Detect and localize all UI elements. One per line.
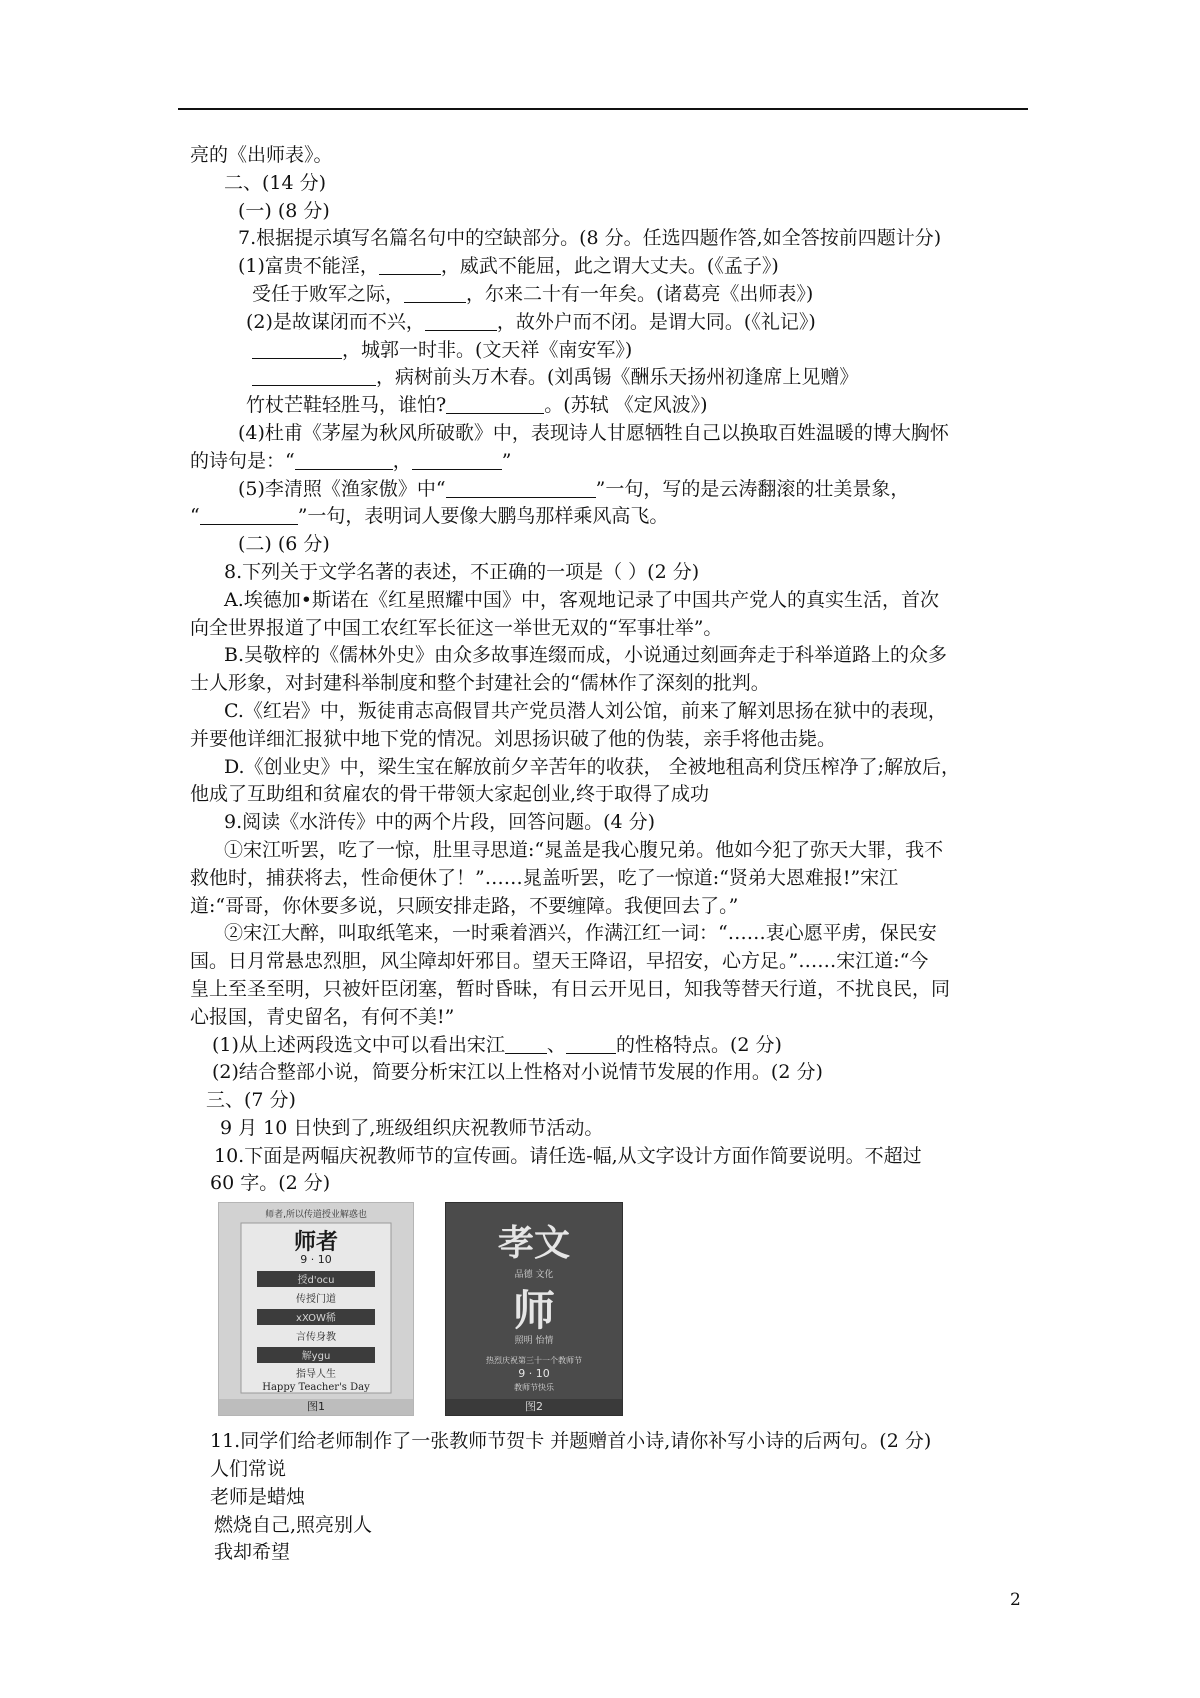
text-segment: A.埃德加•斯诺在《红星照耀中国》中，客观地记录了中国共产党人的真实生活，首次 bbox=[224, 588, 939, 611]
poster-figure-1 bbox=[218, 1202, 414, 1416]
poster-1-bar-label: 言传身教 bbox=[296, 1332, 336, 1344]
text-segment: 老师是蜡烛 bbox=[210, 1485, 306, 1508]
page-content bbox=[190, 142, 1030, 1567]
poster-figures bbox=[190, 1202, 1030, 1428]
answer-blank bbox=[505, 1035, 547, 1054]
text-line bbox=[190, 1004, 1030, 1032]
text-line bbox=[190, 837, 1030, 865]
answer-blank bbox=[252, 340, 342, 359]
text-segment: 11.同学们给老师制作了一张教师节贺卡 并题赠首小诗,请你补写小诗的后两句。(2 分) bbox=[210, 1430, 932, 1453]
text-segment: 的诗句是：“ bbox=[190, 449, 295, 472]
text-line bbox=[190, 1059, 1030, 1087]
text-segment: 二、(14 分) bbox=[224, 171, 327, 194]
text-line bbox=[190, 225, 1030, 253]
text-segment: 亮的《出师表》。 bbox=[190, 144, 333, 166]
text-segment: 8.下列关于文学名著的表述，不正确的一项是（ ）(2 分) bbox=[224, 560, 700, 583]
text-segment: 、 bbox=[546, 1033, 566, 1056]
text-segment: 向全世界报道了中国工农红军长征这一举世无双的“军事壮举”。 bbox=[190, 616, 723, 639]
text-segment: 人们常说 bbox=[210, 1458, 287, 1481]
text-line bbox=[190, 615, 1030, 643]
poster-1-date: 9 · 10 bbox=[300, 1253, 332, 1267]
text-line bbox=[190, 1087, 1030, 1115]
text-line bbox=[190, 865, 1030, 893]
answer-blank bbox=[379, 256, 441, 275]
text-segment: 的性格特点。(2 分) bbox=[615, 1033, 782, 1056]
text-segment: ”一句，写的是云涛翻滚的壮美景象， bbox=[595, 477, 910, 500]
text-line bbox=[190, 754, 1030, 782]
text-segment: 竹杖芒鞋轻胜马，谁怕? bbox=[246, 394, 447, 417]
text-line bbox=[190, 698, 1030, 726]
text-segment: 60 字。(2 分) bbox=[210, 1172, 331, 1195]
text-line bbox=[190, 281, 1030, 309]
poster-1-graphic bbox=[219, 1203, 413, 1399]
text-segment: (二) (6 分) bbox=[238, 533, 330, 556]
poster-2-small-mid: 照明 怡情 bbox=[514, 1336, 554, 1347]
text-line bbox=[190, 198, 1030, 226]
text-line bbox=[190, 476, 1030, 504]
text-line bbox=[190, 920, 1030, 948]
text-line bbox=[190, 781, 1030, 809]
text-line bbox=[190, 170, 1030, 198]
text-segment: (一) (8 分) bbox=[238, 199, 330, 222]
text-segment: ” bbox=[501, 449, 512, 472]
text-segment: 我却希望 bbox=[214, 1541, 291, 1564]
text-line bbox=[190, 1170, 1030, 1198]
poster-1-footer-cn: 指导人生 bbox=[296, 1369, 336, 1381]
answer-blank bbox=[446, 479, 596, 498]
poster-1-caption: 图1 bbox=[219, 1399, 413, 1415]
text-line bbox=[190, 503, 1030, 531]
poster-2-bottom-1: 热烈庆祝第三十一个教师节 bbox=[486, 1356, 582, 1366]
text-line bbox=[190, 1143, 1030, 1171]
text-segment: 10.下面是两幅庆祝教师节的宣传画。请任选-幅,从文字设计方面作简要说明。不超过 bbox=[214, 1144, 922, 1167]
text-line bbox=[190, 1115, 1030, 1143]
answer-blank bbox=[404, 284, 466, 303]
text-segment: 国。日月常悬忠烈胆，风尘障却奸邪目。望天王降诏，早招安，心方足。”……宋江道:“今 bbox=[190, 950, 929, 973]
poster-2-big-top: 孝文 bbox=[497, 1222, 571, 1265]
poster-figure-2 bbox=[445, 1202, 623, 1416]
poster-2-caption: 图2 bbox=[446, 1399, 622, 1415]
text-line bbox=[190, 1456, 1030, 1484]
answer-blank bbox=[295, 451, 393, 470]
poster-1-title: 师者 bbox=[293, 1229, 339, 1256]
text-segment: 受任于败军之际， bbox=[252, 282, 405, 305]
text-segment: D.《创业史》中，梁生宝在解放前夕辛苦年的收获， 全被地租高利贷压榨净了;解放后， bbox=[224, 755, 961, 778]
text-line bbox=[190, 142, 1030, 170]
text-line bbox=[190, 1512, 1030, 1540]
text-segment: 他成了互助组和贫雇农的骨干带领大家起创业,终于取得了成功 bbox=[190, 783, 710, 806]
text-line bbox=[190, 253, 1030, 281]
text-segment: 心报国，青史留名，有何不美!” bbox=[190, 1005, 455, 1028]
text-segment: ”一句，表明词人要像大鹏鸟那样乘风高飞。 bbox=[297, 505, 669, 528]
poster-1-top-text: 师者,所以传道授业解惑也 bbox=[265, 1210, 367, 1221]
text-line bbox=[190, 337, 1030, 365]
text-segment: (1)富贵不能淫， bbox=[238, 255, 379, 278]
text-line bbox=[190, 642, 1030, 670]
text-line bbox=[190, 670, 1030, 698]
answer-blank bbox=[446, 395, 544, 414]
page-number: 2 bbox=[1010, 1590, 1021, 1610]
poster-1-bar-label: 传授门道 bbox=[296, 1294, 336, 1306]
text-line bbox=[190, 1428, 1030, 1456]
poster-1-bar-label: 解ygu bbox=[301, 1351, 331, 1363]
text-segment: ，病树前头万木春。(刘禹锡《酬乐天扬州初逢席上见赠》 bbox=[376, 366, 859, 389]
text-segment: 三、(7 分) bbox=[206, 1089, 296, 1112]
text-line bbox=[190, 948, 1030, 976]
text-line bbox=[190, 559, 1030, 587]
text-segment: B.吴敬梓的《儒林外史》由众多故事连缀而成，小说通过刻画奔走于科举道路上的众多 bbox=[224, 644, 948, 667]
text-line bbox=[190, 531, 1030, 559]
text-line bbox=[190, 420, 1030, 448]
poster-1-footer-en: Happy Teacher's Day bbox=[262, 1382, 370, 1394]
text-segment: 7.根据提示填写名篇名句中的空缺部分。(8 分。任选四题作答,如全答按前四题计分) bbox=[238, 227, 942, 250]
text-segment: 燃烧自己,照亮别人 bbox=[214, 1513, 373, 1536]
text-segment: ，故外户而不闭。是谓大同。(《礼记》) bbox=[496, 310, 816, 333]
text-segment: 士人形象，对封建科举制度和整个封建社会的“儒林作了深刻的批判。 bbox=[190, 672, 770, 695]
text-line bbox=[190, 1032, 1030, 1060]
text-block-questions bbox=[190, 142, 1030, 1198]
answer-blank bbox=[566, 1035, 616, 1054]
text-line bbox=[190, 1484, 1030, 1512]
poster-1-bar-label: 授d'ocu bbox=[297, 1275, 335, 1287]
text-segment: 道:“哥哥，你休要多说，只顾安排走路，不要缠障。我便回去了。” bbox=[190, 894, 739, 917]
poster-2-small-top: 品德 文化 bbox=[514, 1270, 554, 1281]
text-segment: (4)杜甫《茅屋为秋风所破歌》中，表现诗人甘愿牺牲自己以换取百姓温暖的博大胸怀 bbox=[238, 421, 949, 444]
text-segment: ，尔来二十有一年矣。(诸葛亮《出师表》) bbox=[466, 282, 814, 305]
poster-1-bars bbox=[257, 1271, 375, 1363]
text-segment: ，威武不能屈，此之谓大丈夫。(《孟子》) bbox=[440, 255, 779, 278]
text-segment: “ bbox=[190, 505, 200, 528]
poster-1-bar-label: xXOW稀 bbox=[296, 1313, 336, 1325]
text-line bbox=[190, 809, 1030, 837]
text-line bbox=[190, 1539, 1030, 1567]
text-segment: ，城郭一时非。(文天祥《南安军》) bbox=[342, 338, 633, 361]
answer-blank bbox=[252, 367, 376, 386]
poster-2-bottom-3: 教师节快乐 bbox=[514, 1383, 554, 1393]
poster-2-graphic bbox=[446, 1203, 622, 1399]
text-segment: 9.阅读《水浒传》中的两个片段，回答问题。(4 分) bbox=[224, 811, 656, 834]
text-line bbox=[190, 893, 1030, 921]
poster-2-big-mid: 师 bbox=[512, 1286, 556, 1336]
text-line bbox=[190, 448, 1030, 476]
text-line bbox=[190, 976, 1030, 1004]
text-line bbox=[190, 587, 1030, 615]
header-rule bbox=[178, 108, 1028, 110]
poster-2-bottom-2: 9 · 10 bbox=[518, 1367, 550, 1381]
text-segment: 救他时，捕获将去，性命便休了！”……晁盖听罢，吃了一惊道:“贤弟大恩难报!”宋江 bbox=[190, 866, 899, 889]
answer-blank bbox=[412, 451, 502, 470]
text-line bbox=[190, 364, 1030, 392]
text-segment: 。(苏轼 《定风波》) bbox=[544, 394, 708, 417]
text-segment: ①宋江听罢，吃了一惊，肚里寻思道:“晁盖是我心腹兄弟。他如今犯了弥天大罪，我不 bbox=[224, 838, 944, 861]
text-block-poem bbox=[190, 1428, 1030, 1567]
text-segment: (2)是故谋闭而不兴， bbox=[246, 310, 425, 333]
text-line bbox=[190, 726, 1030, 754]
text-segment: ， bbox=[392, 449, 412, 472]
text-segment: (5)李清照《渔家傲》中“ bbox=[238, 477, 446, 500]
text-segment: 皇上至圣至明，只被奸臣闭塞，暂时昏昧，有日云开见日，知我等替天行道，不扰良民，同 bbox=[190, 977, 951, 1000]
text-segment: 并要他详细汇报狱中地下党的情况。刘思扬识破了他的伪装，亲手将他击毙。 bbox=[190, 727, 837, 750]
text-line bbox=[190, 392, 1030, 420]
text-segment: C.《红岩》中，叛徒甫志高假冒共产党员潜人刘公馆，前来了解刘思扬在狱中的表现， bbox=[224, 699, 947, 722]
text-segment: (1)从上述两段选文中可以看出宋江 bbox=[212, 1033, 505, 1056]
text-segment: (2)结合整部小说，简要分析宋江以上性格对小说情节发展的作用。(2 分) bbox=[212, 1061, 823, 1084]
answer-blank bbox=[200, 506, 298, 525]
text-segment: 9 月 10 日快到了,班级组织庆祝教师节活动。 bbox=[220, 1116, 604, 1139]
answer-blank bbox=[425, 312, 497, 331]
text-line bbox=[190, 309, 1030, 337]
text-segment: ②宋江大醉，叫取纸笔来，一时乘着酒兴，作满江红一词：“……衷心愿平虏，保民安 bbox=[224, 922, 937, 945]
